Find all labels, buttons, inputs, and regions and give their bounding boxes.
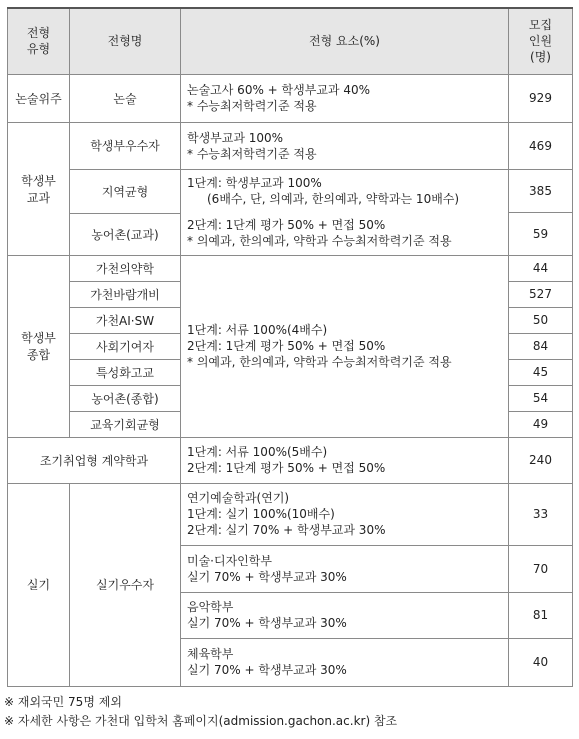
elements-cell: 미술·디자인학부 실기 70% + 학생부교과 30% (181, 545, 509, 592)
name-cell: 특성화고교 (70, 359, 181, 385)
name-cell: 논술 (70, 74, 181, 122)
elements-cell: 1단계: 학생부교과 100% (6배수, 단, 의예과, 한의예과, 약학과는 10배수) (181, 169, 509, 212)
table-row (8, 74, 573, 122)
elements-cell: 음악학부 실기 70% + 학생부교과 30% (181, 592, 509, 638)
elements-cell: 1단계: 서류 100%(5배수) 2단계: 1단계 평가 50% + 면접 50% (181, 437, 509, 483)
name-cell: 실기우수자 (70, 483, 181, 686)
elements-cell: 체육학부 실기 70% + 학생부교과 30% (181, 638, 509, 686)
name-cell: 지역균형 (70, 169, 181, 213)
type-cell: 학생부 종합 (8, 255, 70, 437)
name-cell: 농어촌(교과) (70, 213, 181, 255)
table-row (8, 483, 573, 545)
elements-cell: 학생부교과 100% * 수능최저학력기준 적용 (181, 122, 509, 169)
elements-cell: 2단계: 1단계 평가 50% + 면접 50% * 의예과, 한의예과, 약학과 수능최저학력기준 적용 (181, 212, 509, 255)
name-cell: 가천AI·SW (70, 307, 181, 333)
type-cell: 논술위주 (8, 74, 70, 122)
type-cell: 실기 (8, 483, 70, 686)
quota-cell: 45 (509, 359, 573, 385)
quota-cell: 54 (509, 385, 573, 411)
quota-cell: 84 (509, 333, 573, 359)
name-cell: 교육기회균형 (70, 411, 181, 437)
quota-cell: 44 (509, 255, 573, 281)
elements-cell: 연기예술학과(연기) 1단계: 실기 100%(10배수) 2단계: 실기 70% + 학생부교과 30% (181, 483, 509, 545)
table-row (8, 169, 573, 212)
quota-cell: 40 (509, 638, 573, 686)
header-elements: 전형 요소(%) (181, 8, 509, 74)
quota-cell: 929 (509, 74, 573, 122)
elements-cell: 논술고사 60% + 학생부교과 40% * 수능최저학력기준 적용 (181, 74, 509, 122)
quota-cell: 240 (509, 437, 573, 483)
name-cell: 사회기여자 (70, 333, 181, 359)
quota-cell: 81 (509, 592, 573, 638)
footnotes (4, 693, 397, 731)
header-type: 전형 유형 (8, 8, 70, 74)
quota-cell: 49 (509, 411, 573, 437)
header-name: 전형명 (70, 8, 181, 74)
footnote: ※ 재외국민 75명 제외 (4, 695, 122, 709)
footnote: ※ 자세한 사항은 가천대 입학처 홈페이지(admission.gachon.ac.kr) 참조 (4, 714, 398, 728)
header-row (8, 8, 573, 74)
quota-cell: 50 (509, 307, 573, 333)
table-row (8, 437, 573, 483)
elements-cell: 1단계: 서류 100%(4배수) 2단계: 1단계 평가 50% + 면접 50% * 의예과, 한의예과, 약학과 수능최저학력기준 적용 (181, 255, 509, 437)
quota-cell: 527 (509, 281, 573, 307)
quota-cell: 469 (509, 122, 573, 169)
table-row (8, 122, 573, 169)
name-cell: 조기취업형 계약학과 (8, 437, 181, 483)
table-row (8, 255, 573, 281)
quota-cell: 59 (509, 212, 573, 255)
quota-cell: 385 (509, 169, 573, 212)
name-cell: 농어촌(종합) (70, 385, 181, 411)
name-cell: 학생부우수자 (70, 122, 181, 169)
admission-table (7, 7, 573, 687)
header-quota: 모집 인원 (명) (509, 8, 573, 74)
quota-cell: 33 (509, 483, 573, 545)
type-cell: 학생부 교과 (8, 122, 70, 255)
quota-cell: 70 (509, 545, 573, 592)
name-cell: 가천바람개비 (70, 281, 181, 307)
name-cell: 가천의약학 (70, 255, 181, 281)
